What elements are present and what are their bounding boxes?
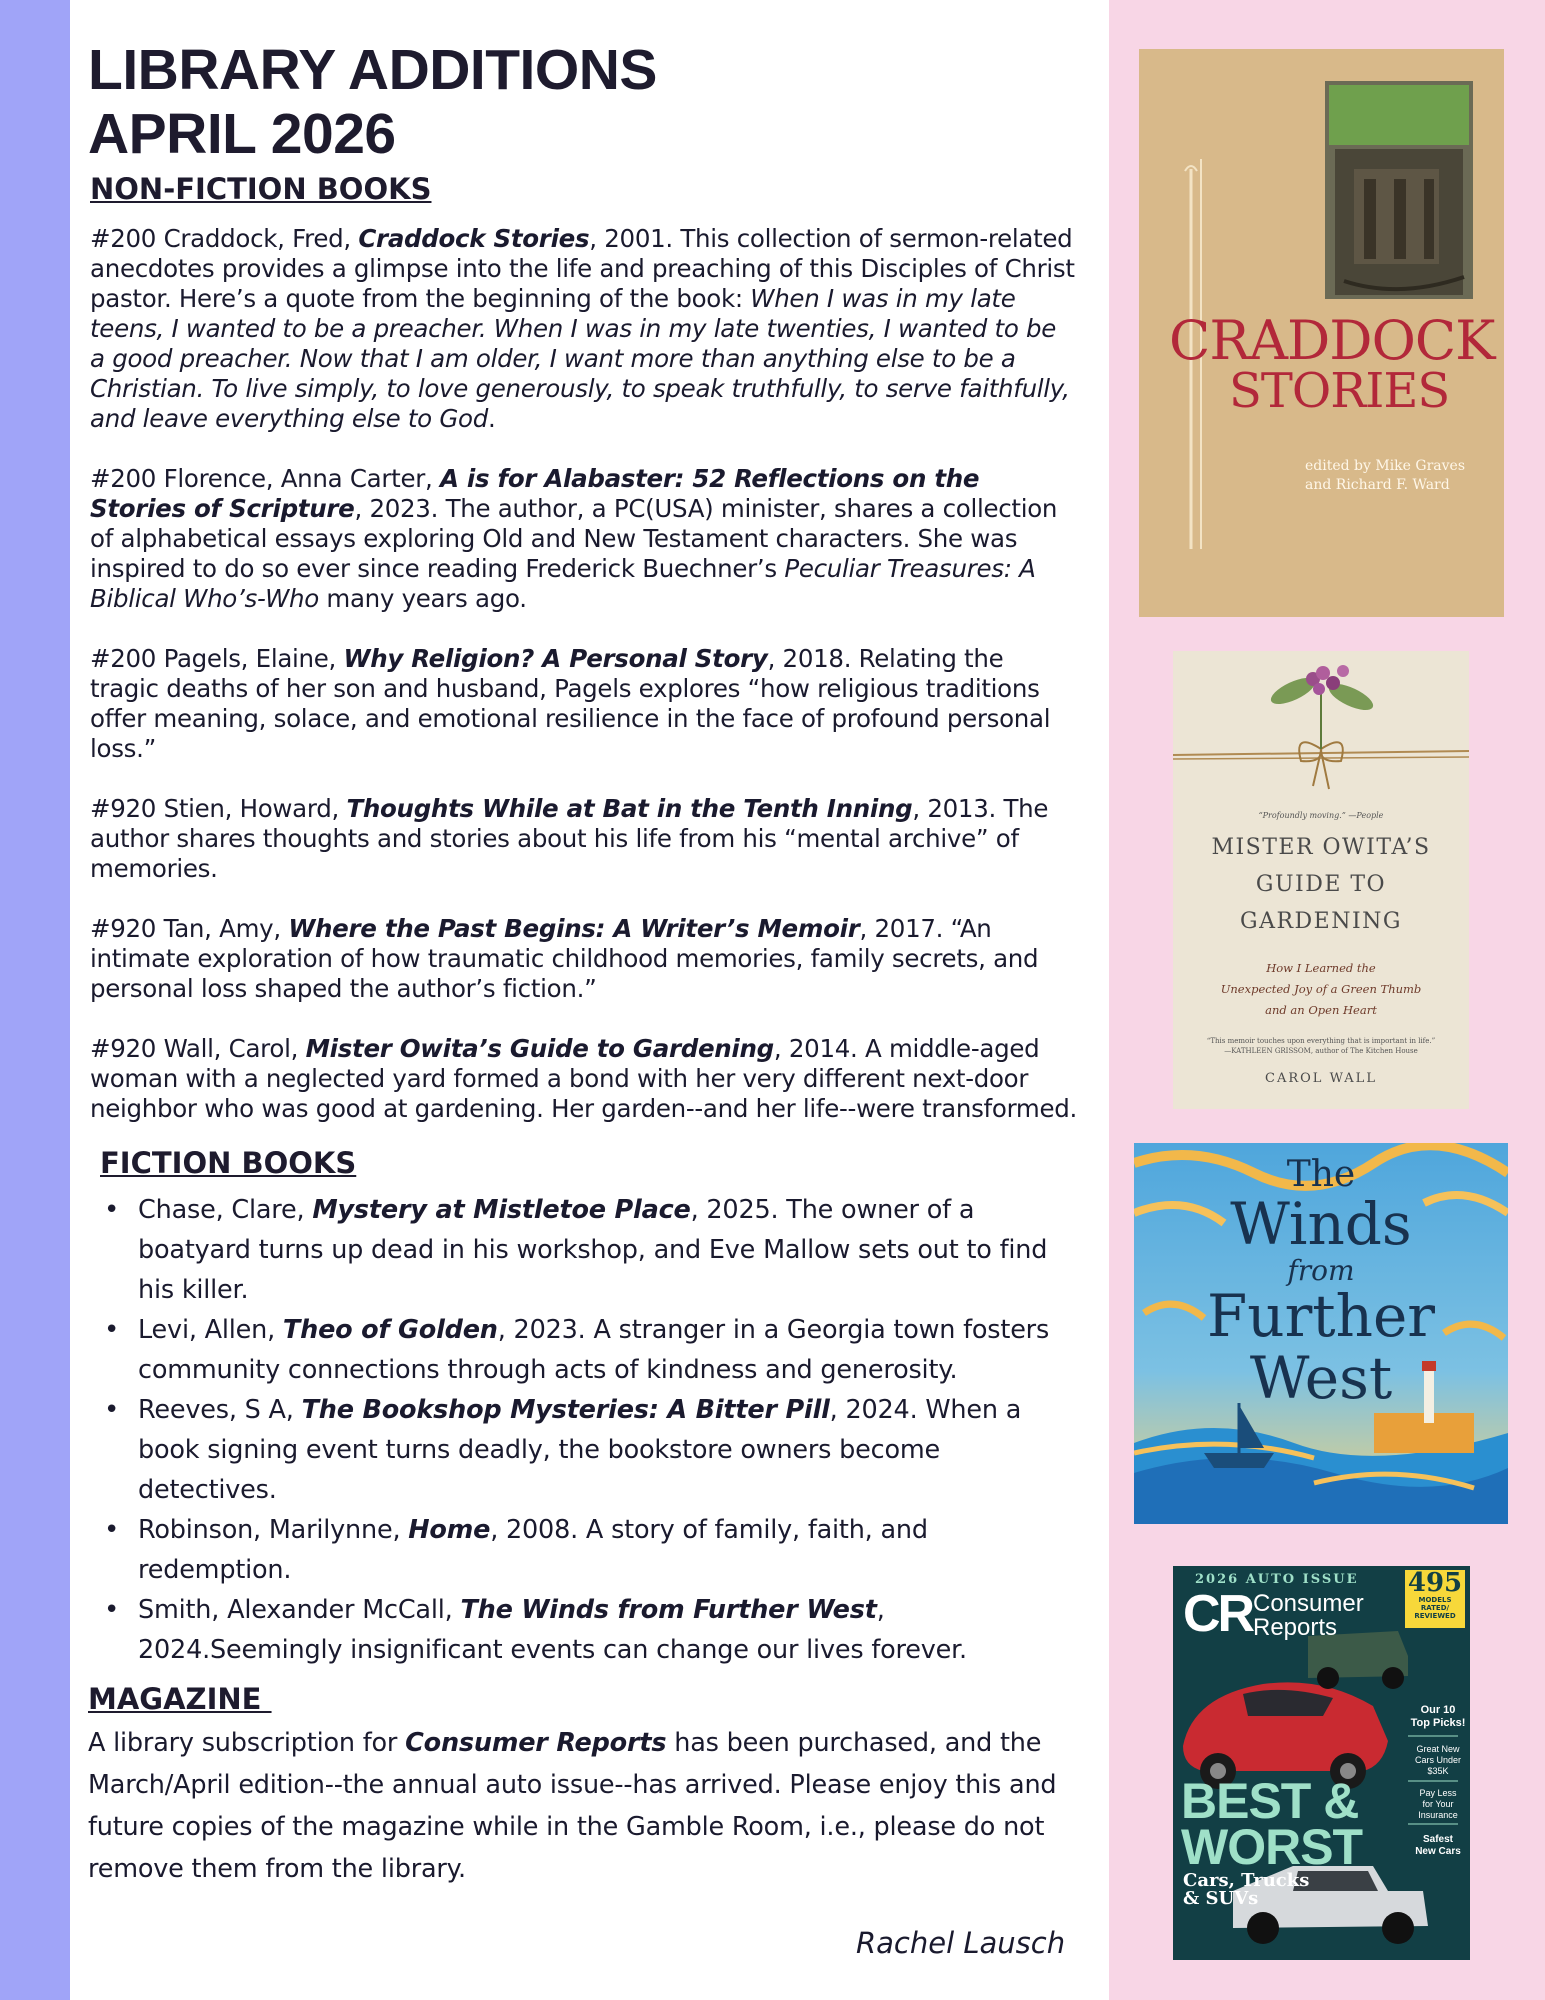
fiction-heading: FICTION BOOKS bbox=[100, 1146, 357, 1180]
item-title: The Bookshop Mysteries: A Bitter Pill bbox=[301, 1395, 830, 1425]
entry-body: , 2013. The author shares thoughts and stories about his life from his “mental archive” of memories. bbox=[90, 794, 1049, 883]
entry-title: Why Religion? A Personal Story bbox=[343, 644, 768, 673]
item-body: , 2008. A story of family, faith, and redemption. bbox=[138, 1515, 928, 1585]
item-prefix: Reeves, S A, bbox=[138, 1395, 302, 1425]
cr-brand-line-2: Reports bbox=[1253, 1614, 1338, 1641]
craddock-stories-cover bbox=[1139, 49, 1504, 617]
magazine-body: has been purchased, and the March/April edition--the annual auto issue--has arrived. Please enjoy this and future copies of the magazine while in the Gamble Room, i.e., please do not remove them from the library. bbox=[88, 1728, 1057, 1884]
cr-side-4 bbox=[1409, 1834, 1467, 1858]
title-line-2: APRIL 2026 bbox=[88, 102, 396, 166]
nonfiction-entry bbox=[90, 644, 1078, 764]
cr-logo: CR bbox=[1183, 1585, 1253, 1643]
entry-tail: . bbox=[487, 404, 496, 433]
cr-side-1-line-2: Top Picks! bbox=[1410, 1717, 1466, 1729]
nonfiction-entry bbox=[90, 794, 1078, 884]
entry-tail: many years ago. bbox=[318, 584, 527, 613]
craddock-editors bbox=[1305, 457, 1495, 495]
mister-owita-cover bbox=[1173, 651, 1469, 1109]
cr-side-3-line-2: for Your bbox=[1422, 1799, 1454, 1809]
cr-side-3 bbox=[1409, 1788, 1467, 1821]
item-title: Home bbox=[408, 1515, 491, 1545]
cr-models-count: 495 bbox=[1407, 1568, 1463, 1598]
cr-side-3-line-1: Pay Less bbox=[1419, 1788, 1457, 1798]
nonfiction-entry bbox=[90, 224, 1078, 434]
item-title: Mystery at Mistletoe Place bbox=[312, 1195, 691, 1225]
fiction-item bbox=[138, 1590, 1078, 1670]
owita-subtitle-line-2: Unexpected Joy of a Green Thumb bbox=[1220, 982, 1422, 996]
editors-line-2: and Richard F. Ward bbox=[1305, 477, 1450, 493]
cr-issue-label: 2026 AUTO ISSUE bbox=[1195, 1572, 1359, 1587]
winds-title-winds: Winds bbox=[1230, 1190, 1412, 1258]
entry-quote: When I was in my late teens, I wanted to be a preacher. When I was in my late twenties, I wanted to be a good preacher. Now that I am older, I want more than anything else to be a Christian. To live simply, to love generously, to speak truthfully, to serve faithfully, and leave everything else to God bbox=[90, 284, 1070, 433]
magazine-title: Consumer Reports bbox=[405, 1728, 667, 1758]
winds-further-west-cover bbox=[1134, 1143, 1508, 1524]
item-prefix: Levi, Allen, bbox=[138, 1315, 283, 1345]
owita-blurb-bottom-line-1: “This memoir touches upon everything that is important in life.” bbox=[1206, 1037, 1436, 1045]
cr-side-1-line-1: Our 10 bbox=[1420, 1704, 1456, 1716]
entry-body: , 2001. This collection of sermon-related anecdotes provides a glimpse into the life and preaching of this Disciples of Christ pastor. Here’s a quote from the beginning of the book: bbox=[90, 224, 1075, 313]
item-prefix: Smith, Alexander McCall, bbox=[138, 1595, 461, 1625]
craddock-title-line-2: STORIES bbox=[1229, 363, 1450, 419]
owita-title-line-1: MISTER OWITA’S bbox=[1211, 835, 1431, 860]
fiction-item bbox=[138, 1510, 1078, 1590]
cr-brand-line-1: Consumer bbox=[1253, 1590, 1364, 1617]
winds-title-the: The bbox=[1286, 1154, 1356, 1195]
owita-title-line-3: GARDENING bbox=[1240, 909, 1402, 934]
magazine-prefix: A library subscription for bbox=[88, 1728, 406, 1758]
entry-body: , 2018. Relating the tragic deaths of her son and husband, Pagels explores “how religious traditions offer meaning, solace, and emotional resilience in the face of profound personal loss.” bbox=[90, 644, 1051, 763]
owita-author: CAROL WALL bbox=[1265, 1071, 1377, 1086]
item-prefix: Robinson, Marilynne, bbox=[138, 1515, 409, 1545]
owita-subtitle-line-1: How I Learned the bbox=[1266, 961, 1376, 975]
fiction-item bbox=[138, 1310, 1078, 1390]
entry-body: , 2017. “An intimate exploration of how traumatic childhood memories, family secrets, and personal loss shaped the author’s fiction.” bbox=[90, 914, 1039, 1003]
entry-title: A is for Alabaster: 52 Reflections on the Stories of Scripture bbox=[90, 464, 980, 523]
magazine-paragraph bbox=[88, 1722, 1088, 1890]
entry-title: Where the Past Begins: A Writer’s Memoir bbox=[288, 914, 860, 943]
cr-models-label-3: REVIEWED bbox=[1414, 1612, 1456, 1620]
entry-prefix: #920 Stien, Howard, bbox=[90, 794, 347, 823]
consumer-reports-cover bbox=[1173, 1566, 1470, 1960]
nonfiction-entry bbox=[90, 464, 1078, 614]
cr-headline bbox=[1181, 1773, 1411, 1875]
nonfiction-list bbox=[88, 224, 1078, 1124]
nonfiction-entry bbox=[90, 1034, 1078, 1124]
cr-side-4-line-1: Safest bbox=[1422, 1834, 1453, 1845]
owita-blurb-top: “Profoundly moving.” —People bbox=[1258, 811, 1384, 820]
item-prefix: Chase, Clare, bbox=[138, 1195, 313, 1225]
item-body: , 2024.Seemingly insignificant events can change our lives forever. bbox=[138, 1595, 967, 1665]
cr-headline-line-1: BEST & bbox=[1181, 1773, 1359, 1829]
entry-body: , 2023. The author, a PC(USA) minister, shares a collection of alphabetical essays exploring Old and New Testament characters. She was inspired to do so ever since reading Frederick Buechner’s bbox=[90, 494, 1058, 583]
page-title bbox=[88, 38, 1088, 166]
winds-title-from: from bbox=[1287, 1254, 1355, 1287]
nonfiction-entry bbox=[90, 914, 1078, 1004]
winds-title-further: Further bbox=[1206, 1282, 1436, 1350]
owita-subtitle-line-3: and an Open Heart bbox=[1265, 1003, 1377, 1017]
entry-prefix: #200 Pagels, Elaine, bbox=[90, 644, 344, 673]
entry-prefix: #200 Craddock, Fred, bbox=[90, 224, 359, 253]
fiction-list bbox=[88, 1190, 1078, 1670]
cr-side-2-line-1: Great New bbox=[1416, 1744, 1460, 1754]
cr-models-label-1: MODELS bbox=[1418, 1596, 1452, 1604]
cr-models-badge bbox=[1405, 1570, 1465, 1628]
entry-title: Thoughts While at Bat in the Tenth Inning bbox=[346, 794, 913, 823]
item-body: , 2024. When a book signing event turns deadly, the bookstore owners become detectives. bbox=[138, 1395, 1022, 1505]
signature: Rachel Lausch bbox=[856, 1926, 1066, 1960]
entry-prefix: #200 Florence, Anna Carter, bbox=[90, 464, 440, 493]
item-title: Theo of Golden bbox=[282, 1315, 498, 1345]
cr-sub-line-2: & SUVs bbox=[1183, 1888, 1259, 1909]
cr-side-2-line-3: $35K bbox=[1427, 1766, 1449, 1776]
item-body: , 2025. The owner of a boatyard turns up dead in his workshop, and Eve Mallow sets out to find his killer. bbox=[138, 1195, 1048, 1305]
editors-line-1: edited by Mike Graves bbox=[1305, 458, 1466, 474]
cr-side-2-line-2: Cars Under bbox=[1414, 1755, 1461, 1765]
item-title: The Winds from Further West bbox=[460, 1595, 877, 1625]
owita-blurb-bottom-line-2: —KATHLEEN GRISSOM, author of The Kitchen House bbox=[1224, 1047, 1418, 1055]
owita-title bbox=[1173, 829, 1469, 940]
fiction-item bbox=[138, 1390, 1078, 1510]
cr-side-1 bbox=[1409, 1704, 1467, 1730]
cr-models-label-2: RATED/ bbox=[1420, 1604, 1450, 1612]
entry-title: Craddock Stories bbox=[358, 224, 590, 253]
nonfiction-heading: NON-FICTION BOOKS bbox=[90, 172, 432, 206]
main-content bbox=[88, 38, 1088, 1890]
entry-body: , 2014. A middle-aged woman with a neglected yard formed a bond with her very different next-door neighbor who was good at gardening. Her garden--and her life--were transformed. bbox=[90, 1034, 1077, 1123]
cr-models-label bbox=[1405, 1596, 1465, 1620]
cr-subheadline bbox=[1183, 1872, 1309, 1908]
left-accent-bar bbox=[0, 0, 70, 2000]
title-line-1: LIBRARY ADDITIONS bbox=[88, 38, 657, 102]
cr-headline-line-2: WORST bbox=[1181, 1819, 1363, 1875]
entry-prefix: #920 Tan, Amy, bbox=[90, 914, 289, 943]
owita-blurb-bottom bbox=[1183, 1036, 1459, 1056]
cr-side-2 bbox=[1409, 1744, 1467, 1777]
owita-subtitle bbox=[1173, 958, 1469, 1021]
craddock-title-line-1: CRADDOCK bbox=[1169, 309, 1495, 372]
cr-brand bbox=[1253, 1592, 1364, 1640]
cr-sub-line-1: Cars, Trucks bbox=[1183, 1870, 1310, 1891]
cr-side-4-line-2: New Cars bbox=[1415, 1846, 1461, 1857]
cr-side-3-line-3: Insurance bbox=[1418, 1810, 1458, 1820]
entry-prefix: #920 Wall, Carol, bbox=[90, 1034, 306, 1063]
owita-title-line-2: GUIDE TO bbox=[1255, 872, 1387, 897]
entry-quote: Peculiar Treasures: A Biblical Who’s-Who bbox=[90, 554, 1036, 613]
item-body: , 2023. A stranger in a Georgia town fosters community connections through acts of kindness and generosity. bbox=[138, 1315, 1050, 1385]
fiction-item bbox=[138, 1190, 1078, 1310]
winds-title-west: West bbox=[1249, 1344, 1393, 1412]
entry-title: Mister Owita’s Guide to Gardening bbox=[305, 1034, 774, 1063]
magazine-heading: MAGAZINE bbox=[88, 1682, 272, 1716]
